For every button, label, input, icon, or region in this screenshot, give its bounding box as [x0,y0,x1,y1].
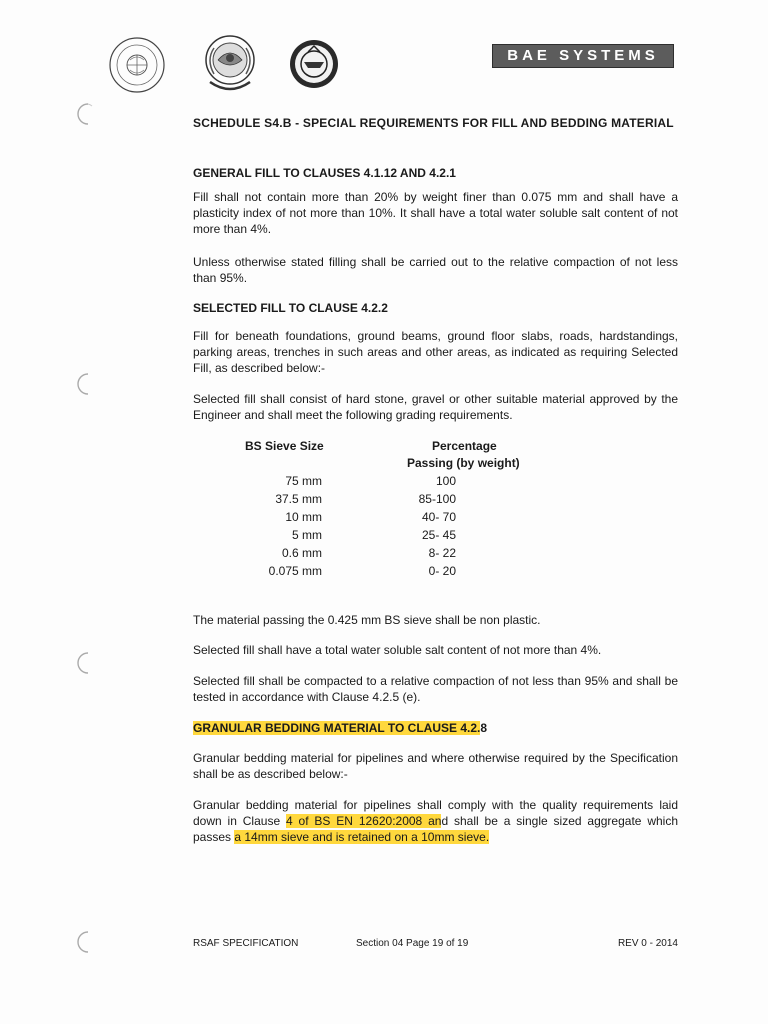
selected-fill-paragraph-5: Selected fill shall be compacted to a relative compaction of not less than 95% and shall be tested in accordance with Clause 4.2.5 (e). [193,674,678,704]
punch-hole-icon [76,102,96,126]
granular-bedding-heading [193,720,678,736]
general-fill-paragraph-2: Unless otherwise stated filling shall be carried out to the relative compaction of not less than 95%. [193,255,678,285]
sieve-size-cell: 5 mm [292,528,322,542]
bae-systems-logo: BAE SYSTEMS [492,44,674,68]
emblem-seal-left [108,36,166,94]
sieve-size-cell: 0.6 mm [281,546,322,560]
table-row [236,472,536,490]
emblem-seal-right [288,36,340,92]
sieve-size-cell: 0.075 mm [268,564,322,578]
heading-tail: 8 [480,721,488,735]
schedule-title: SCHEDULE S4.B - SPECIAL REQUIREMENTS FOR FILL AND BEDDING MATERIAL [193,116,674,130]
selected-fill-heading: SELECTED FILL TO CLAUSE 4.2.2 [193,301,388,315]
percentage-cell: 25- 45 [421,528,456,542]
table-header-passing: Passing (by weight) [407,456,520,470]
general-fill-heading: GENERAL FILL TO CLAUSES 4.1.12 AND 4.2.1 [193,166,456,180]
footer-page-number: Section 04 Page 19 of 19 [356,938,469,949]
percentage-cell: 100 [435,474,456,488]
footer-spec-name: RSAF SPECIFICATION [193,938,299,949]
punch-hole-icon [76,930,96,954]
granular-bedding-paragraph-1: Granular bedding material for pipelines and where otherwise required by the Specification shall be as described below:- [193,751,678,781]
table-row [236,562,536,580]
selected-fill-paragraph-2: Selected fill shall consist of hard stone, gravel or other suitable material approved by the Engineer and shall meet the following grading requirements. [193,392,678,422]
highlight-mark: GRANULAR BEDDING MATERIAL TO CLAUSE 4.2. [193,721,481,735]
punch-hole-icon [76,372,96,396]
emblem-seal-center [198,30,262,96]
punch-hole-icon [76,651,96,675]
highlight-mark: 4 of BS EN 12620:2008 an [286,814,442,828]
percentage-cell: 40- 70 [421,510,456,524]
percentage-cell: 0- 20 [428,564,456,578]
selected-fill-paragraph-1: Fill for beneath foundations, ground beams, ground floor slabs, roads, hardstandings, parking areas, trenches in such areas and other areas, as indicated as requiring Selected Fill, as described below:- [193,329,678,375]
percentage-cell: 85-100 [418,492,456,506]
table-header-percentage: Percentage [432,439,497,453]
text-run: d shall be a single sized aggregate which passes [193,814,679,844]
table-header-sieve-size: BS Sieve Size [245,439,324,453]
table-row [236,490,536,508]
selected-fill-paragraph-4: Selected fill shall have a total water soluble salt content of not more than 4%. [193,643,602,657]
sieve-size-cell: 37.5 mm [275,492,322,506]
highlight-mark: a 14mm sieve and is retained on a 10mm sieve. [234,830,490,844]
text-run: Granular bedding material for pipelines shall comply with the quality requirements laid down in Clause [193,798,678,828]
granular-bedding-paragraph-2 [193,797,678,845]
sieve-size-cell: 10 mm [285,510,322,524]
selected-fill-paragraph-3: The material passing the 0.425 mm BS sieve shall be non plastic. [193,613,541,627]
table-row [236,544,536,562]
general-fill-paragraph-1: Fill shall not contain more than 20% by weight finer than 0.075 mm and shall have a plasticity index of not more than 10%. It shall have a total water soluble salt content of not more than 4%. [193,190,678,236]
footer-revision: REV 0 - 2014 [617,938,678,949]
sieve-size-cell: 75 mm [285,474,322,488]
table-row [236,526,536,544]
percentage-cell: 8- 22 [428,546,456,560]
table-row [236,508,536,526]
